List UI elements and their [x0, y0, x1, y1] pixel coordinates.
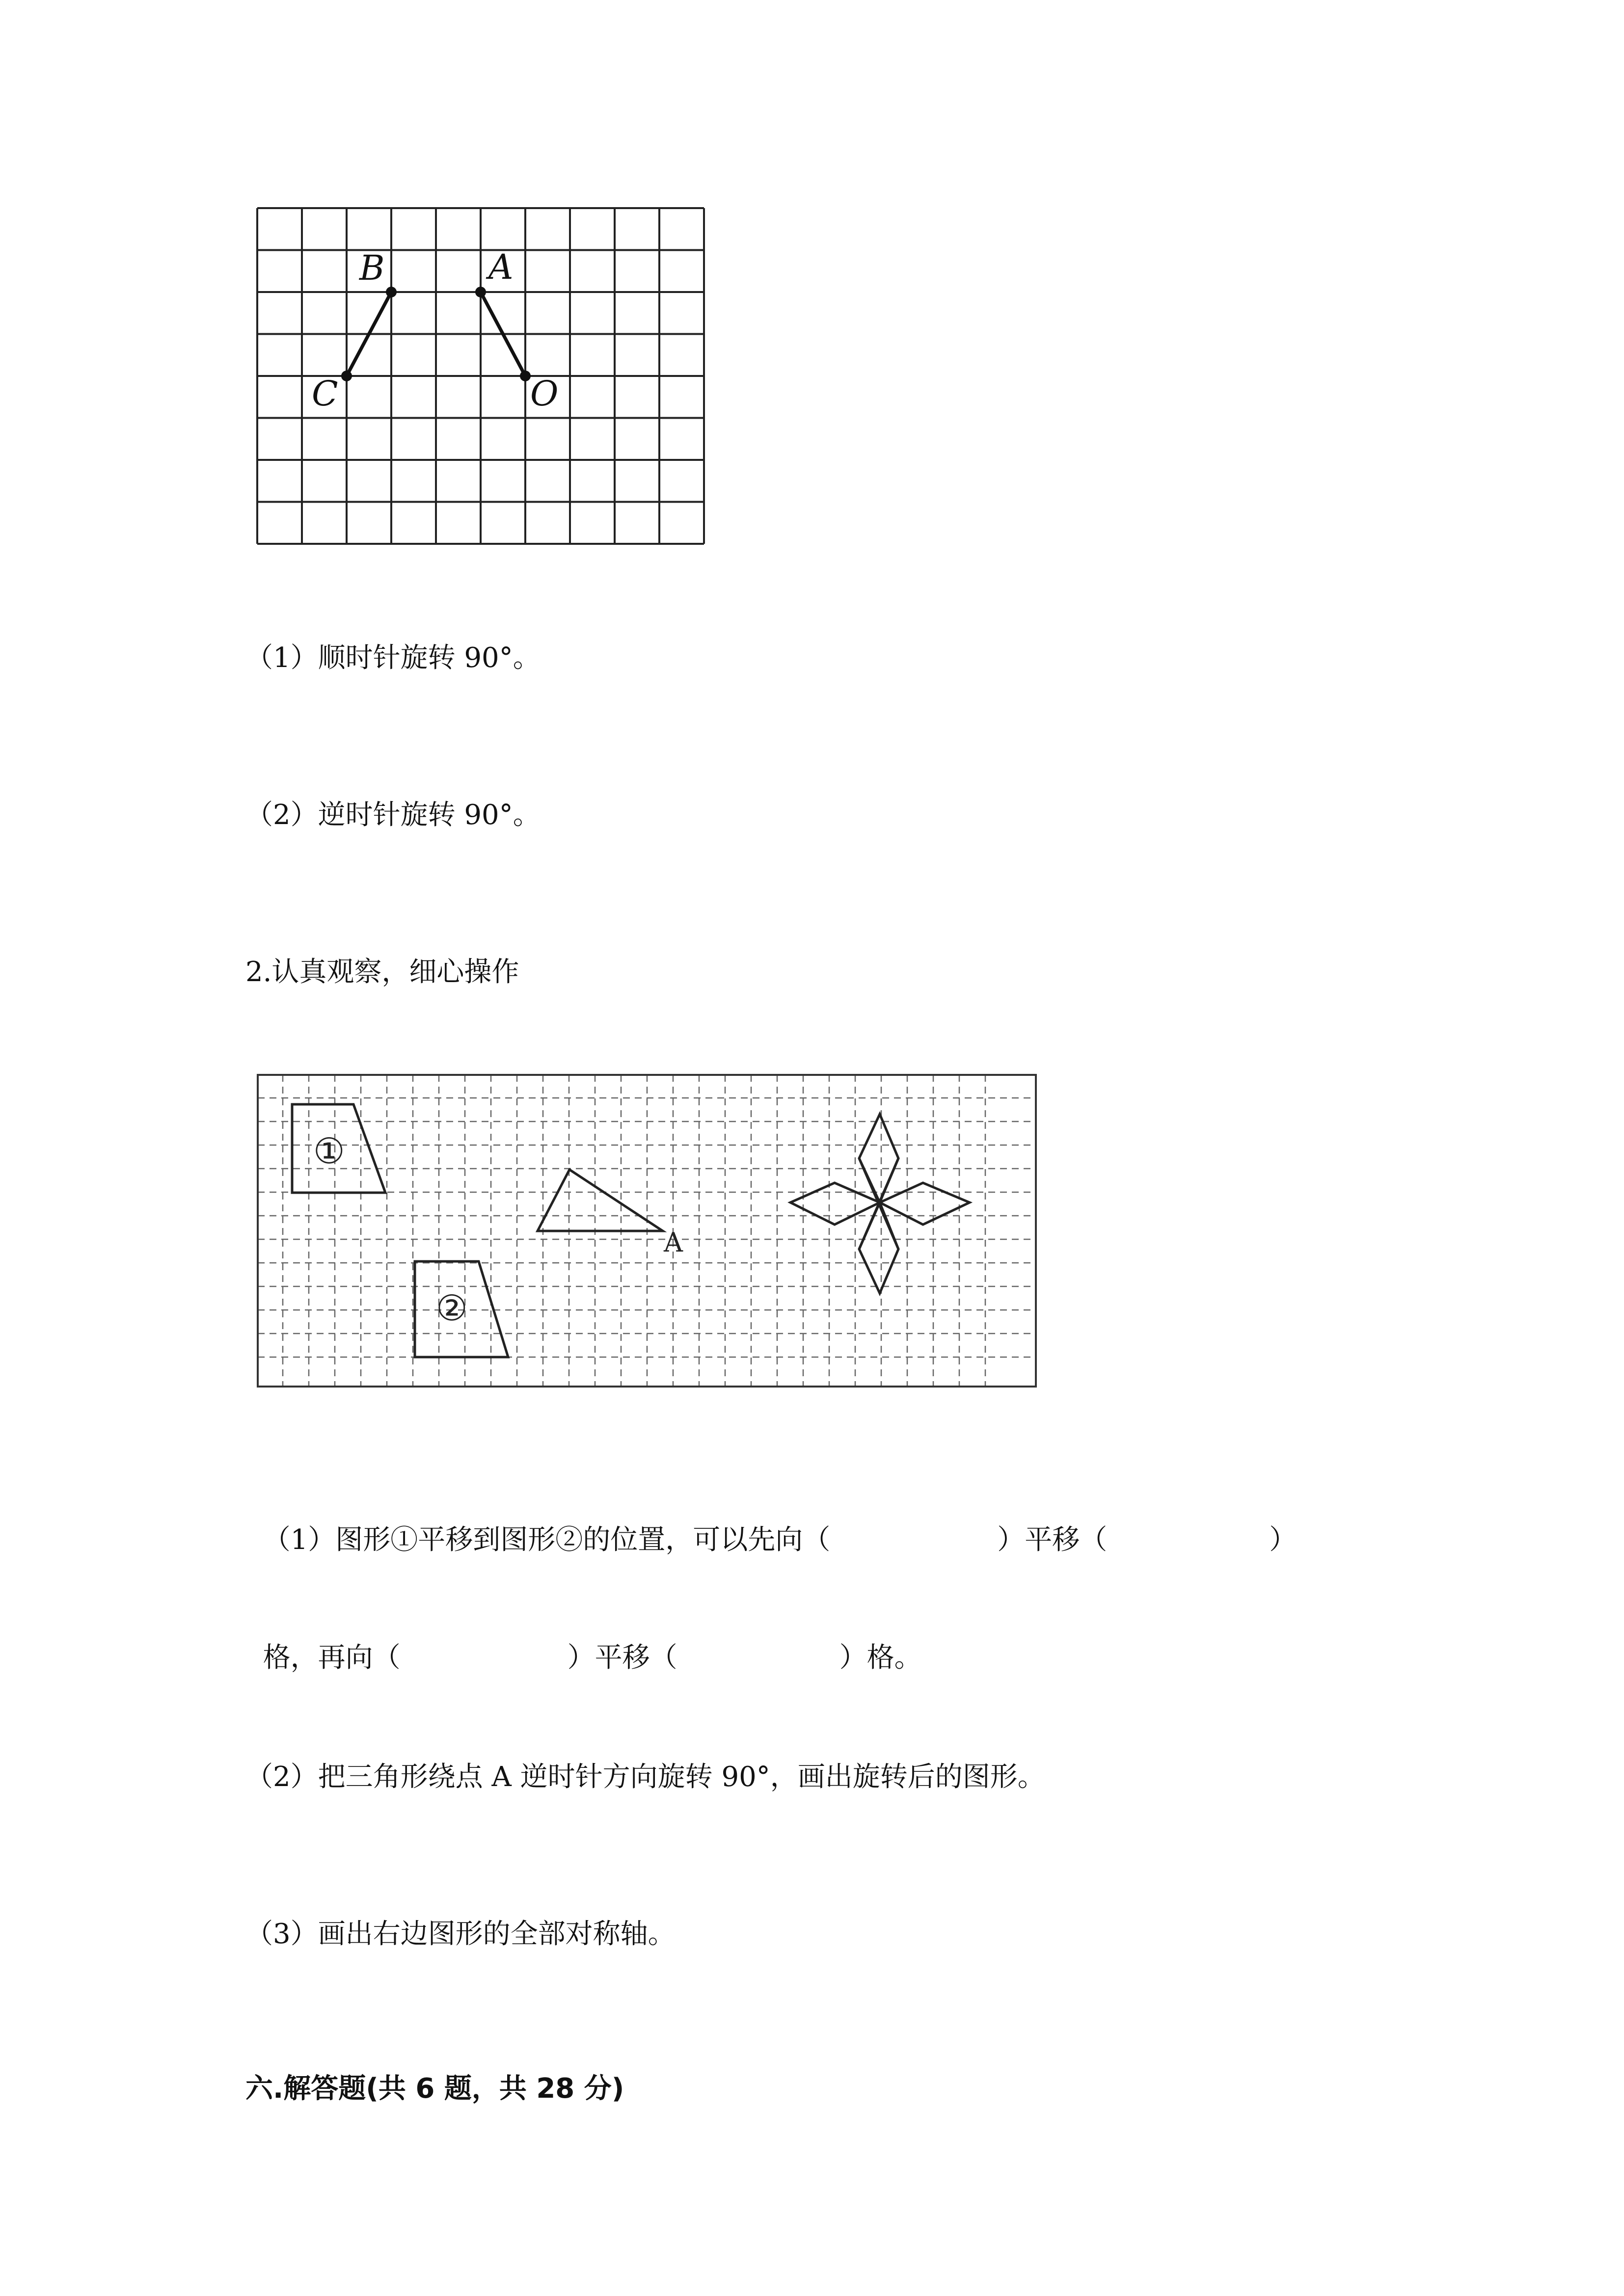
label-c: C	[312, 374, 338, 414]
point-b	[386, 287, 397, 297]
q1-part2: （2）逆时针旋转 90°。	[245, 799, 541, 831]
q2-title: 2.认真观察，细心操作	[245, 956, 519, 988]
triangle	[538, 1170, 663, 1231]
section-6-title: 六.解答题(共 6 题，共 28 分)	[245, 2073, 624, 2105]
transform-grid-figure	[255, 1070, 1041, 1394]
q2-part1-suffix: ）	[1269, 1524, 1297, 1556]
q2-part1-line2	[245, 1605, 922, 1676]
shape-2-label: ②	[436, 1287, 468, 1329]
point-o	[520, 371, 531, 381]
q2-part2: （2）把三角形绕点 A 逆时针方向旋转 90°，画出旋转后的图形。	[245, 1761, 1045, 1793]
q2-part1b-prefix: 格，再向（	[263, 1642, 401, 1674]
q2-part1-line1	[245, 1487, 1297, 1558]
point-c	[341, 371, 352, 381]
label-b: B	[359, 248, 385, 288]
q2-part1b-middle: ）平移（	[567, 1642, 677, 1674]
rotation-grid-figure	[255, 206, 712, 550]
flower-shape	[790, 1114, 970, 1293]
q1-part1: （1）顺时针旋转 90°。	[245, 642, 541, 674]
q2-part3: （3）画出右边图形的全部对称轴。	[245, 1918, 676, 1950]
point-a-label: A	[664, 1227, 683, 1258]
q2-part1-middle: ）平移（	[997, 1524, 1108, 1556]
q2-part1-prefix: （1）图形①平移到图形②的位置，可以先向（	[263, 1524, 831, 1556]
label-o: O	[530, 374, 559, 414]
shape-1-label: ①	[313, 1130, 345, 1172]
label-a: A	[488, 247, 514, 287]
q2-part1b-suffix: ）格。	[839, 1642, 922, 1674]
point-a	[475, 287, 486, 297]
